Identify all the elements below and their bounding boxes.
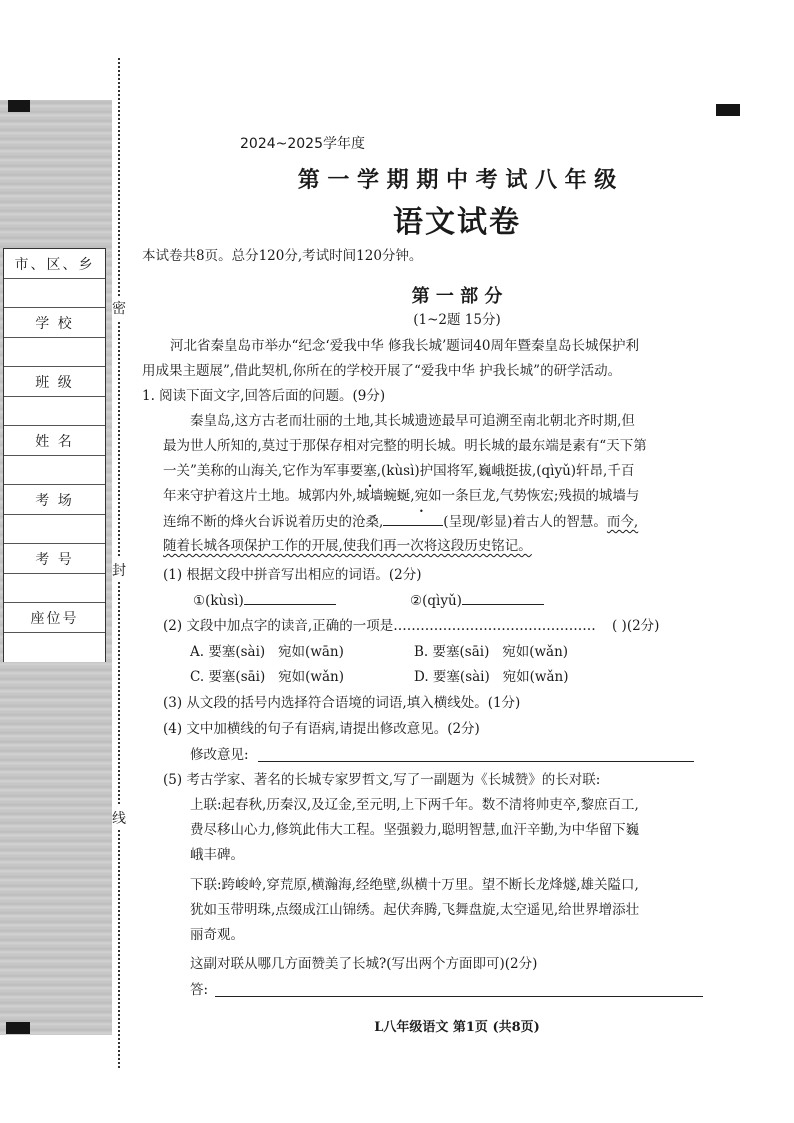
info-row-school: 学 校	[4, 308, 105, 338]
passage-line	[163, 536, 532, 557]
seal-char-mi: 密	[112, 296, 126, 320]
page-footer: L八年级语文 第1页 (共8页)	[374, 1020, 540, 1035]
exam-title: 第 一 学 期 期 中 考 试 八 年 级	[297, 167, 617, 193]
student-info-table	[3, 248, 106, 662]
answer-paren[interactable]: ( )(2分)	[612, 618, 660, 634]
info-row-exam-room: 考 场	[4, 485, 105, 515]
answer-blank[interactable]	[462, 590, 544, 605]
fill-blank[interactable]	[383, 511, 443, 526]
part-range: (1~2题 15分)	[413, 312, 501, 328]
passage-line: 连绵不断的烽火台诉说着历史的沧桑, (呈现/彰显)着古人的智慧。而今,	[163, 511, 638, 533]
couplet-upper: 峨丰碑。	[190, 847, 244, 863]
part-title: 第 一 部 分	[411, 286, 503, 307]
dotted-char: 宛	[414, 488, 429, 504]
revision-answer-line[interactable]	[258, 761, 694, 762]
info-field-exam-room[interactable]	[4, 515, 105, 544]
info-row-name: 姓 名	[4, 426, 105, 456]
info-row-district: 市、区、乡	[4, 249, 105, 279]
registration-mark	[6, 1022, 30, 1034]
answer-line[interactable]	[215, 996, 703, 997]
info-field-school[interactable]	[4, 338, 105, 367]
answer-blank[interactable]	[244, 590, 336, 605]
passage-line: 秦皇岛,这方古老而壮丽的土地,其长城遗迹最早可追溯至南北朝北齐时期,但	[190, 413, 635, 429]
sub-question-4: (4) 文中加横线的句子有语病,请提出修改意见。(2分)	[163, 721, 480, 737]
couplet-question: 这副对联从哪几方面赞美了长城?(写出两个方面即可)(2分)	[190, 956, 538, 972]
seal-char-feng: 封	[112, 558, 126, 582]
exam-note: 本试卷共8页。总分120分,考试时间120分钟。	[142, 248, 423, 264]
faulty-sentence: 随着长城各项保护工作的开展,使我们再一次将这段历史铭记。	[163, 538, 532, 554]
subject-title: 语文试卷	[393, 205, 521, 240]
registration-mark	[716, 104, 740, 116]
couplet-lower: 丽奇观。	[190, 927, 244, 943]
faulty-sentence: 而今,	[606, 514, 639, 530]
info-field-class[interactable]	[4, 397, 105, 426]
couplet-upper: 上联:起春秋,历秦汉,及辽金,至元明,上下两千年。数不清将帅吏卒,黎庶百工,	[190, 797, 639, 813]
option-b[interactable]: B. 要塞(sāi) 宛如(wǎn)	[414, 644, 569, 660]
info-row-exam-number: 考 号	[4, 544, 105, 574]
info-field-exam-number[interactable]	[4, 574, 105, 603]
intro-line: 用成果主题展”,借此契机,你所在的学校开展了“爱我中华 护我长城”的研学活动。	[142, 363, 622, 379]
passage-line: 最为世人所知的,莫过于那保存相对完整的明长城。明长城的最东端是素有“天下第	[163, 438, 647, 454]
passage-line: 一关”美称的山海关,它作为军事要塞,(kùsì)护国将军,巍峨挺拔,(qìyǔ)轩昂,千百	[163, 463, 635, 479]
pinyin-answer-1: ①(kùsì)	[193, 590, 336, 612]
option-d[interactable]: D. 要塞(sài) 宛如(wǎn)	[414, 669, 569, 685]
sub-question-2: (2) 文段中加点字的读音,正确的一项是………………………………………	[163, 618, 596, 634]
couplet-lower: 犹如玉带明珠,点缀成江山锦绣。起伏奔腾,飞舞盘旋,太空遥见,给世界增添壮	[190, 902, 640, 918]
school-year: 2024~2025学年度	[240, 136, 365, 152]
passage-line: 年来守护着这片土地。城郭内外,城墙蜿蜒,宛如一条巨龙,气势恢宏;残损的城墙与	[163, 488, 640, 504]
info-field-seat[interactable]	[4, 633, 105, 662]
sub-question-5: (5) 考古学家、著名的长城专家罗哲文,写了一副题为《长城赞》的长对联:	[163, 772, 601, 788]
seal-char-xian: 线	[112, 806, 126, 830]
sub-question-3: (3) 从文段的括号内选择符合语境的词语,填入横线处。(1分)	[163, 695, 521, 711]
option-c[interactable]: C. 要塞(sāi) 宛如(wǎn)	[190, 669, 344, 685]
couplet-upper: 费尽移山心力,修筑此伟大工程。坚强毅力,聪明智慧,血汗辛勤,为中华留下巍	[190, 822, 640, 838]
pinyin-answer-2: ②(qìyǔ)	[410, 590, 544, 612]
info-field-name[interactable]	[4, 456, 105, 485]
sub-question-1: (1) 根据文段中拼音写出相应的词语。(2分)	[163, 567, 422, 583]
registration-mark	[8, 100, 30, 112]
info-field-district[interactable]	[4, 279, 105, 308]
info-row-seat: 座位号	[4, 603, 105, 633]
option-a[interactable]: A. 要塞(sài) 宛如(wān)	[190, 644, 344, 660]
info-row-class: 班 级	[4, 367, 105, 397]
q1-stem: 1. 阅读下面文字,回答后面的问题。(9分)	[142, 388, 386, 404]
revision-label: 修改意见:	[190, 747, 249, 763]
answer-label: 答:	[190, 982, 209, 998]
couplet-lower: 下联:跨峻岭,穿荒原,横瀚海,经绝壁,纵横十万里。望不断长龙烽燧,雄关隘口,	[190, 877, 639, 893]
intro-line: 河北省秦皇岛市举办“纪念‘爱我中华 修我长城’题词40周年暨秦皇岛长城保护利	[170, 338, 639, 354]
dotted-char: 塞	[363, 463, 377, 479]
